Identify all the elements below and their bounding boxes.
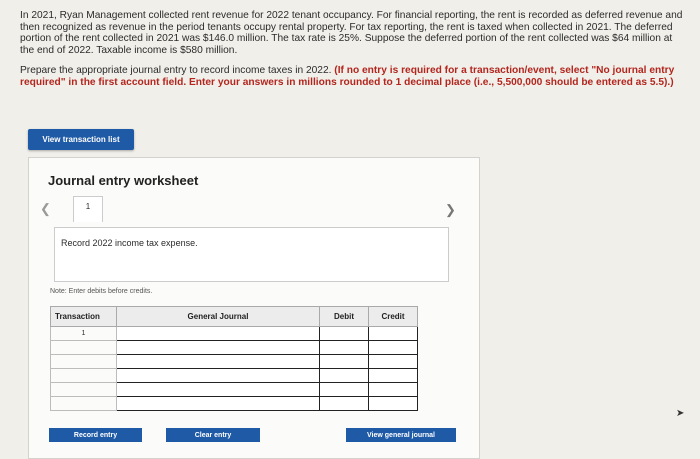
credit-input[interactable] (369, 383, 418, 397)
journal-entry-worksheet (28, 157, 480, 459)
credit-input[interactable] (369, 341, 418, 355)
chevron-right-icon[interactable]: ❯ (445, 202, 456, 217)
debit-input[interactable] (320, 369, 369, 383)
table-row (51, 369, 418, 383)
table-row (51, 383, 418, 397)
chevron-left-icon[interactable]: ❮ (40, 201, 51, 216)
transaction-cell (51, 369, 117, 383)
table-row (51, 397, 418, 411)
table-row (51, 355, 418, 369)
debit-input[interactable] (320, 341, 369, 355)
header-debit: Debit (320, 307, 369, 327)
transaction-cell (51, 355, 117, 369)
record-entry-button[interactable]: Record entry (49, 428, 142, 442)
account-input[interactable] (117, 369, 320, 383)
instructions-text: Prepare the appropriate journal entry to record income taxes in 2022. (20, 65, 335, 76)
table-row (51, 341, 418, 355)
debit-input[interactable] (320, 397, 369, 411)
worksheet-title: Journal entry worksheet (48, 173, 199, 188)
header-general-journal: General Journal (117, 307, 320, 327)
entry-description-box (54, 227, 449, 282)
account-input[interactable] (117, 341, 320, 355)
problem-paragraph: In 2021, Ryan Management collected rent revenue for 2022 tenant occupancy. For financial reporting, the rent is recorded as deferred revenue and then recognized as revenue in the period tenants occupy rental property. For tax reporting, the rent is taxed when collected in 2021. The deferred portion of the rent collected in 2021 was $146.0 million. The tax rate is 25%. Suppose the deferred portion of the rent collected was $64 million at the end of 2022. Taxable income is $580 million. (20, 10, 683, 56)
account-input[interactable] (117, 383, 320, 397)
tab-1[interactable]: 1 (73, 196, 103, 222)
instructions-paragraph (20, 65, 685, 88)
credit-input[interactable] (369, 327, 418, 341)
problem-statement (20, 10, 685, 88)
transaction-cell (51, 383, 117, 397)
table-row (51, 327, 418, 341)
credit-input[interactable] (369, 355, 418, 369)
account-input[interactable] (117, 355, 320, 369)
view-general-journal-button[interactable]: View general journal (346, 428, 456, 442)
debit-credit-note: Note: Enter debits before credits. (50, 288, 153, 295)
header-transaction: Transaction (51, 307, 117, 327)
debit-input[interactable] (320, 327, 369, 341)
account-input[interactable] (117, 327, 320, 341)
entry-description: Record 2022 income tax expense. (61, 238, 198, 248)
header-credit: Credit (369, 307, 418, 327)
clear-entry-button[interactable]: Clear entry (166, 428, 260, 442)
debit-input[interactable] (320, 355, 369, 369)
credit-input[interactable] (369, 397, 418, 411)
account-input[interactable] (117, 397, 320, 411)
debit-input[interactable] (320, 383, 369, 397)
mouse-cursor-icon: ➤ (676, 408, 685, 419)
transaction-cell: 1 (51, 327, 117, 341)
transaction-cell (51, 341, 117, 355)
journal-table (50, 306, 418, 411)
instructions-bold-note: (If no entry is required for a transaction/event, select "No journal entry required" in the first account field. Enter your answers in millions rounded to 1 decimal place (i.e., 5,500,000 should be entered as 5.5).) (20, 65, 675, 88)
transaction-cell (51, 397, 117, 411)
view-transaction-list-button[interactable]: View transaction list (28, 129, 134, 150)
credit-input[interactable] (369, 369, 418, 383)
